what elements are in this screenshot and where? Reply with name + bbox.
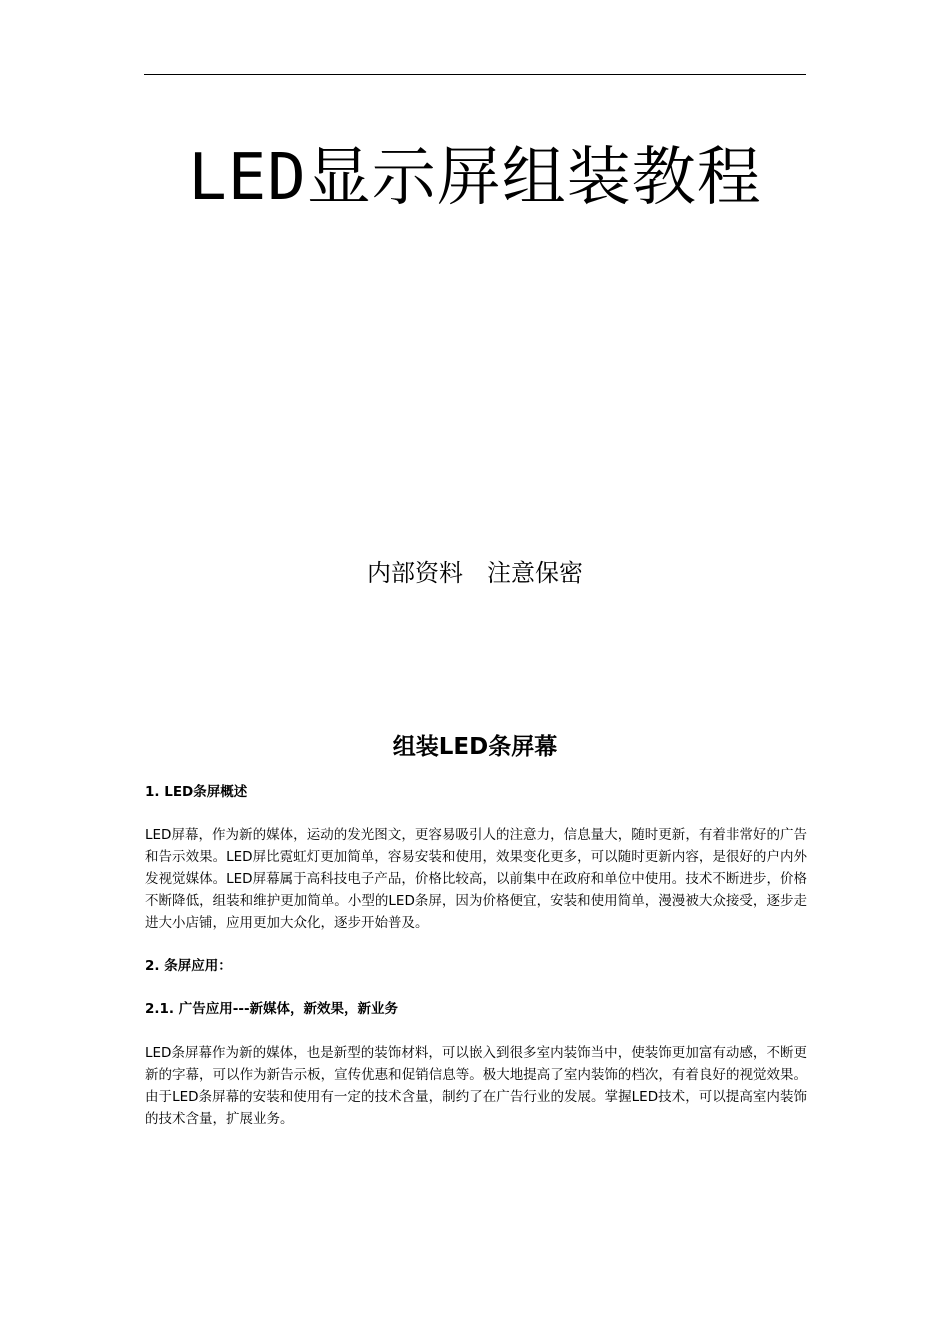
heading-applications: 2. 条屏应用： xyxy=(145,958,232,974)
section-title: 组装LED条屏幕 xyxy=(392,734,558,760)
heading-advertising: 2.1. 广告应用---新媒体，新效果，新业务 xyxy=(145,1001,399,1017)
heading-overview: 1. LED条屏概述 xyxy=(145,784,248,800)
header-rule xyxy=(144,74,806,75)
document-title: LED显示屏组装教程 xyxy=(188,141,762,215)
paragraph-advertising: LED条屏幕作为新的媒体，也是新型的装饰材料，可以嵌入到很多室内装饰当中，使装饰更加富有动感，不断更新的字幕，可以作为新告示板，宣传优惠和促销信息等。极大地提高了室内装饰的档次，有着良好的视觉效果。由于LED条屏幕的安装和使用有一定的技术含量，制约了在广告行业的发展。掌握LED技术，可以提高室内装饰的技术含量，扩展业务。 xyxy=(145,1045,807,1127)
paragraph-overview: LED屏幕，作为新的媒体，运动的发光图文，更容易吸引人的注意力，信息量大，随时更新，有着非常好的广告和告示效果。LED屏比霓虹灯更加简单，容易安装和使用，效果变化更多，可以随时更新内容，是很好的户内外发视觉媒体。LED屏幕属于高科技电子产品，价格比较高，以前集中在政府和单位中使用。技术不断进步，价格不断降低，组装和维护更加简单。小型的LED条屏，因为价格便宜，安装和使用简单，漫漫被大众接受，逐步走进大小店铺，应用更加大众化，逐步开始普及。 xyxy=(145,827,807,931)
confidentiality-note: 内部资料 注意保密 xyxy=(367,559,583,587)
